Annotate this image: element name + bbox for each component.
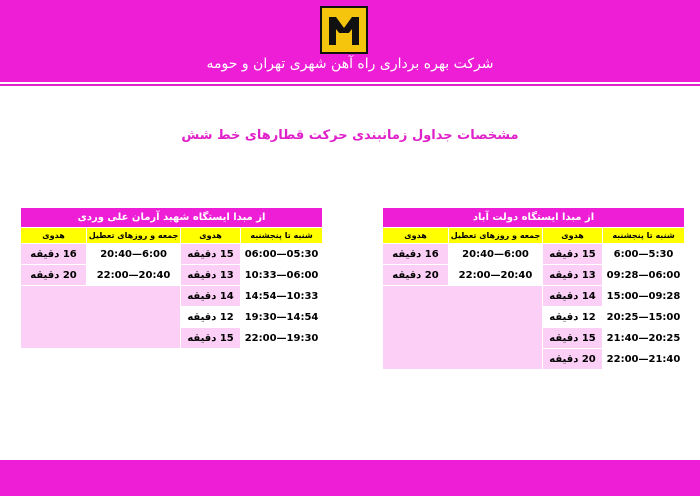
weekday-headway: 13 دقیقه: [543, 265, 603, 286]
company-name: شرکت بهره برداری راه آهن شهری تهران و حومه: [206, 56, 494, 72]
weekday-headway: 12 دقیقه: [543, 307, 603, 328]
column-header: شنبه تا پنجشنبه: [603, 228, 685, 244]
column-header: جمعه و روزهای تعطیل: [87, 228, 181, 244]
empty-holiday-area: [21, 286, 181, 349]
weekday-headway: 15 دقیقه: [181, 244, 241, 265]
holiday-time: 6:00—20:40: [449, 244, 543, 265]
table-row: [21, 244, 323, 265]
weekday-headway: 14 دقیقه: [181, 286, 241, 307]
table-row: [383, 265, 685, 286]
column-header: هدوی: [383, 228, 449, 244]
schedule-table-dowlat-abad: [382, 207, 685, 370]
weekday-headway: 15 دقیقه: [181, 328, 241, 349]
weekday-time: 09:28—15:00: [603, 286, 685, 307]
weekday-time: 20:25—21:40: [603, 328, 685, 349]
holiday-time: 20:40—22:00: [87, 265, 181, 286]
holiday-headway: 20 دقیقه: [383, 265, 449, 286]
weekday-time: 19:30—22:00: [241, 328, 323, 349]
weekday-headway: 15 دقیقه: [543, 328, 603, 349]
page-title: مشخصات جداول زمانبندی حرکت قطارهای خط شش: [181, 128, 519, 143]
weekday-time: 14:54—19:30: [241, 307, 323, 328]
column-header: هدوی: [181, 228, 241, 244]
weekday-time: 06:00—09:28: [603, 265, 685, 286]
weekday-time: 5:30—6:00: [603, 244, 685, 265]
table-row: [21, 265, 323, 286]
weekday-time: 06:00—10:33: [241, 265, 323, 286]
metro-logo-icon: [320, 6, 368, 54]
header-band: [0, 0, 700, 82]
holiday-time: 20:40—22:00: [449, 265, 543, 286]
holiday-headway: 16 دقیقه: [383, 244, 449, 265]
holiday-time: 6:00—20:40: [87, 244, 181, 265]
table-caption: از مبدا ایستگاه دولت آباد: [383, 208, 685, 228]
column-header: جمعه و روزهای تعطیل: [449, 228, 543, 244]
weekday-headway: 13 دقیقه: [181, 265, 241, 286]
table-row: [383, 244, 685, 265]
column-header: هدوی: [21, 228, 87, 244]
weekday-time: 10:33—14:54: [241, 286, 323, 307]
holiday-headway: 16 دقیقه: [21, 244, 87, 265]
weekday-headway: 20 دقیقه: [543, 349, 603, 370]
weekday-headway: 14 دقیقه: [543, 286, 603, 307]
empty-holiday-area: [383, 286, 543, 370]
column-header: هدوی: [543, 228, 603, 244]
weekday-time: 21:40—22:00: [603, 349, 685, 370]
footer-band: [0, 460, 700, 496]
holiday-headway: 20 دقیقه: [21, 265, 87, 286]
schedule-table-arman-ali-verdi: [20, 207, 323, 349]
weekday-time: 05:30—06:00: [241, 244, 323, 265]
table-caption: از مبدا ایستگاه شهید آرمان علی وردی: [21, 208, 323, 228]
weekday-time: 15:00—20:25: [603, 307, 685, 328]
weekday-headway: 15 دقیقه: [543, 244, 603, 265]
header-divider: [0, 84, 700, 86]
weekday-headway: 12 دقیقه: [181, 307, 241, 328]
table-row: [383, 286, 685, 307]
column-header: شنبه تا پنجشنبه: [241, 228, 323, 244]
table-row: [21, 286, 323, 307]
